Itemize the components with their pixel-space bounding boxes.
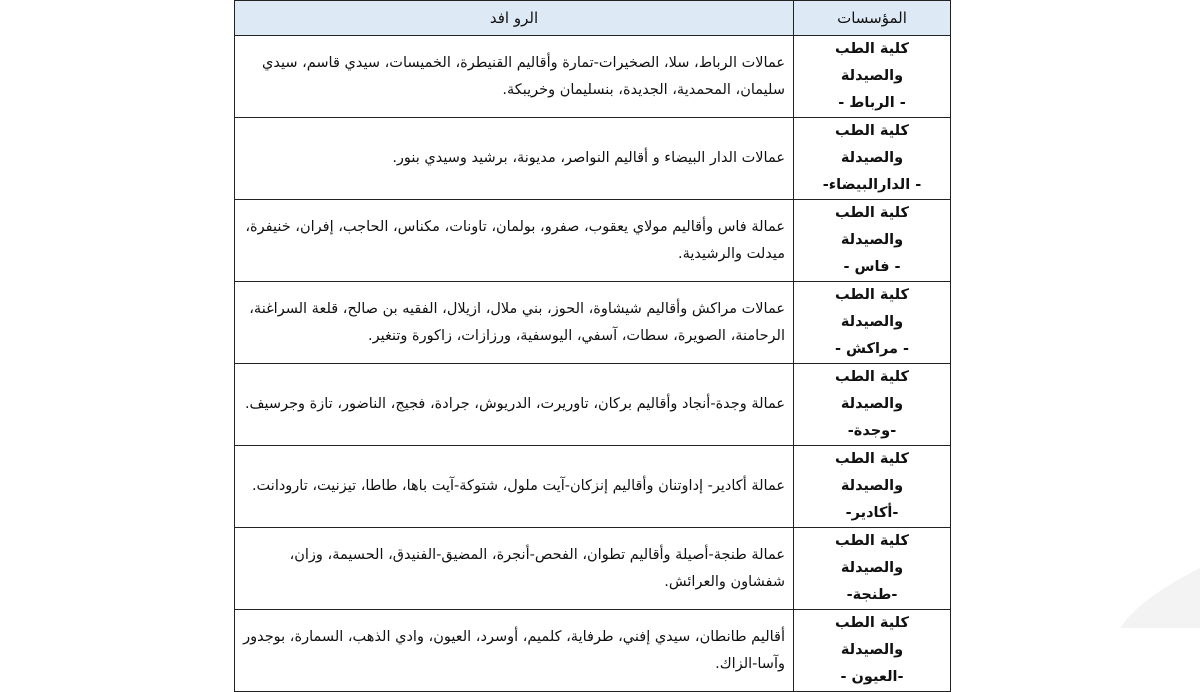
tributaries-cell: عمالات مراكش وأقاليم شيشاوة، الحوز، بني ملال، ازيلال، الفقيه بن صالح، قلعة السراغنة، الرحامنة، الصويرة، سطات، آسفي، اليوسفية، ورزازات، زاكورة وتنغير. (235, 282, 794, 364)
tributaries-cell: عمالات الرباط، سلا، الصخيرات-تمارة وأقاليم القنيطرة، الخميسات، سيدي قاسم، سيدي سليمان، المحمدية، الجديدة، بنسليمان وخريبكة. (235, 36, 794, 118)
corner-decoration (1080, 558, 1200, 628)
header-institutions: المؤسسات (794, 1, 951, 36)
tributaries-table (234, 0, 951, 692)
institution-cell (794, 364, 951, 446)
institution-city: -طنجة- (846, 587, 898, 603)
institution-cell (794, 200, 951, 282)
institution-name: كلية الطب والصيدلة (834, 41, 909, 84)
institution-city: - فاس - (843, 259, 901, 275)
table-row (235, 446, 951, 528)
tributaries-cell: عمالة أكادير- إداوتنان وأقاليم إنزكان-آيت ملول، شتوكة-آيت باها، طاطا، تيزنيت، تارودانت. (235, 446, 794, 528)
institution-cell (794, 446, 951, 528)
institution-city: - الدارالبيضاء- (822, 177, 922, 193)
table-row (235, 610, 951, 692)
table-row (235, 282, 951, 364)
table-row (235, 200, 951, 282)
table-row (235, 528, 951, 610)
institution-cell (794, 36, 951, 118)
tributaries-cell: أقاليم طانطان، سيدي إفني، طرفاية، كلميم، أوسرد، العيون، وادي الذهب، السمارة، بوجدور وآسا-الزاك. (235, 610, 794, 692)
institution-name: كلية الطب والصيدلة (834, 123, 909, 166)
institution-cell (794, 118, 951, 200)
institution-city: -العيون - (840, 669, 904, 685)
institution-city: - الرباط - (838, 95, 906, 111)
table-row (235, 118, 951, 200)
tributaries-cell: عمالات الدار البيضاء و أقاليم النواصر، مديونة، برشيد وسيدي بنور. (235, 118, 794, 200)
institution-name: كلية الطب والصيدلة (834, 205, 909, 248)
tributaries-cell: عمالة فاس وأقاليم مولاي يعقوب، صفرو، بولمان، تاونات، مكناس، الحاجب، إفران، خنيفرة، ميدلت والرشيدية. (235, 200, 794, 282)
table-row (235, 36, 951, 118)
tributaries-cell: عمالة وجدة-أنجاد وأقاليم بركان، تاوريرت، الدريوش، جرادة، فجيج، الناضور، تازة وجرسيف. (235, 364, 794, 446)
table-body (235, 36, 951, 692)
institution-city: - مراكش - (834, 341, 910, 357)
header-tributaries: الرو افد (235, 1, 794, 36)
institution-city: -وجدة- (847, 423, 897, 439)
table-header-row (235, 1, 951, 36)
institution-name: كلية الطب والصيدلة (834, 451, 909, 494)
institution-cell (794, 528, 951, 610)
table-row (235, 364, 951, 446)
tributaries-cell: عمالة طنجة-أصيلة وأقاليم تطوان، الفحص-أنجرة، المضيق-الفنيدق، الحسيمة، وزان، شفشاون والعرائش. (235, 528, 794, 610)
institution-cell (794, 610, 951, 692)
institution-cell (794, 282, 951, 364)
institution-name: كلية الطب والصيدلة (834, 369, 909, 412)
institution-name: كلية الطب والصيدلة (834, 287, 909, 330)
institution-name: كلية الطب والصيدلة (834, 615, 909, 658)
institution-name: كلية الطب والصيدلة (834, 533, 909, 576)
institution-city: -أكادير- (845, 505, 899, 521)
